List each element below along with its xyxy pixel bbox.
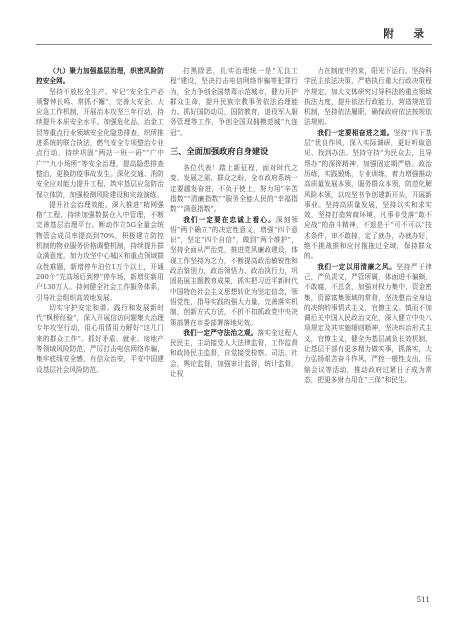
paragraph-text: 落实全过程人民民主，主动接受人大法律监督，工作监督和政协民主监督，自觉接受检察、司法、社会，舆论监督，加强审计监督，统计监督，让权 xyxy=(170,328,298,379)
paragraph-text: 坚持不放松全生产。牢记“安全生产必须警钟长鸣、常抓不懈”，完善大安全、大应急工作机制，开展治本攻坚三年行动，持续提升本质安全水平。加强危化品、治金工贸等重点行业领域安全化隐患排查，织所推进系统的联合执法，燃气安全专项整治专业点行动，持续巩固“两站一班一码”“广中广”“九小场所”等安全治理，提高隐患排查整治，更换防疫事故发生。深化交通、消防安全应对能力提升工程，筑牢基层应急防治保立体防，加强检测风险建设和灾故演练。 xyxy=(36,87,164,199)
column-3 xyxy=(304,66,432,566)
paragraph-lead: （九）聚力加强基层治理，织密风险防控安全网。 xyxy=(36,67,164,86)
paragraph-text: 提升社会治理效能。深入推进“精网强格”工程，持续加强数据仓入中管理，不断完善基层治理平台。断动作立5G全量会统物管会成员率提高到70%，积极建立防控机制的物业服务价格调整机制，持续提升群众满意度。加力攻坚中心城区和重点领域群众性难题，新增停车泊位1万个以上，开通200个“先高场后到停”停车场，新增住新用户130万人。持何健全社会工作服务体系，引导社会组织高效地发展。 xyxy=(36,200,164,302)
paragraph xyxy=(36,303,164,375)
section-heading: 三、全面加强政府自身建设 xyxy=(170,146,269,157)
paragraph xyxy=(36,87,164,200)
paragraph-text: 坚持“四下基层”优良作风，深入实际调研，更好听取意见、找到办法。坚持守持“为民众去，且导帮办”的深挥精神，加强固定期严格、政治历练，实践锻炼，专业训练，着力增强推动高质量发展本领，服务群众本领，防范化解风险本领，以攻坚书争创建新开头，开展新事业。坚持高质量发展，坚持以实和求实效，坚持打造营商环境，凡事非受落“敢不应战”的奋斗精神，不退是于“可不可以”技术条件，审不敢掉，定了就办，办就办好，绝不挑战推和应付拖拖过全域，保持群众的。 xyxy=(304,128,432,261)
paragraph-lead: 我们一定要在忠诚上看心。 xyxy=(183,215,276,224)
paragraph-text: 坚持严于律己，严负责文，严管所属，体面进不偏颇，不敢腐，不总贪，加强对权力集中，资金密集，资源富集领域的常督，坚决整治全身边的决纳的事情式主义，官僚主义。慎而不加调后关中国人民政治文化，深入健立中央八项规定及其实施细则精神，坚决纠治形式主义，官僚主义，健全为基层减负长效机制，让基层干部有更多精力做实事，抓落实，大力弘扬艰苦奋斗作风，严控一般性支出，压缩会议等活动，推动政府过紧日子成为常态，把更多财力用在“三保”和民生。 xyxy=(304,262,432,384)
section-title: 附 录 xyxy=(383,28,432,40)
paragraph xyxy=(304,262,432,386)
page-number: 511 xyxy=(416,596,430,604)
paragraph xyxy=(170,163,298,214)
text-columns xyxy=(36,66,432,566)
column-2 xyxy=(170,66,298,566)
header-rule xyxy=(36,44,432,45)
paragraph-text: 深刻领悟“两个确立”的决定性意义，增强“四个意识”，坚定“四个自信”，做到“两个维护”，坚持全面从严治党，推进党风廉政建设，体现工作坚持为之力，不断提高政治敏锐性和政治鉴别力，政治领悟力、政治执行力，巩固拓展主题教育成果，抓实把习近平新时代中国特色社会主义思想转化为坚定信念，领悟党性，指导实践的强大力量，完善落实机制，创新方式方法，不折不扣抓政党中央决策部署在市委部署落地见效。 xyxy=(170,215,298,327)
paragraph-text: 打黑除恶，扎实治理统一是“无良工程”建设，坚决打击电信网络诈骗等犯罪行为，全力争创全国禁毒示范城市，健力开护群众生命，提升民族宗教事务依法治理能力。抓好国防动员，国防教育，退役军人服务管理等工作，争创全国双拥模范城“九连冠”。 xyxy=(170,67,298,137)
page-header xyxy=(0,0,468,60)
paragraph xyxy=(36,66,164,87)
paragraph-text: 切实守护安定和谐。践行和发展新时代“枫桥经验”，深入开展信访问题集大治理专年攻坚行动，用心用情用力解好“这几门来的群众工作”。抓好矛盾、就业、房地产等领域风险防范，严厉打击电信网络诈骗，集牢底线安全感，有信众治安，平安中国建设基层社会风险防范。 xyxy=(36,303,164,374)
paragraph-text: 各位代表！踏上新征程，面对时代之变、发展之需、群众之盼，全市政府系统一定要越发奋进，不负于使上，努力用“辛苦指数”“清廉指数”“服务全能人民的“幸福指数”“满意指数”。 xyxy=(170,164,298,214)
paragraph-text: 力在制度中约束，阳光下运行。坚持科学民主依法决策，严格执行重大行政决策程序规定，加大文体研究讨导科法的重点领域执法力度，提升依法行政能力，营造规范管机制，坚持依法履职，确保政府依法按规依法规则。 xyxy=(304,67,432,127)
paragraph xyxy=(170,215,298,328)
paragraph-lead: 我们一定要相奋进之道。 xyxy=(317,128,394,137)
paragraph xyxy=(304,128,432,262)
paragraph xyxy=(36,200,164,303)
paragraph xyxy=(170,66,298,138)
paragraph-lead: 我们一定严守法治之观。 xyxy=(183,328,258,337)
paragraph xyxy=(304,66,432,128)
paragraph xyxy=(170,328,298,379)
paragraph-lead: 我们一定以用清廉之风。 xyxy=(317,262,397,271)
column-1 xyxy=(36,66,164,566)
